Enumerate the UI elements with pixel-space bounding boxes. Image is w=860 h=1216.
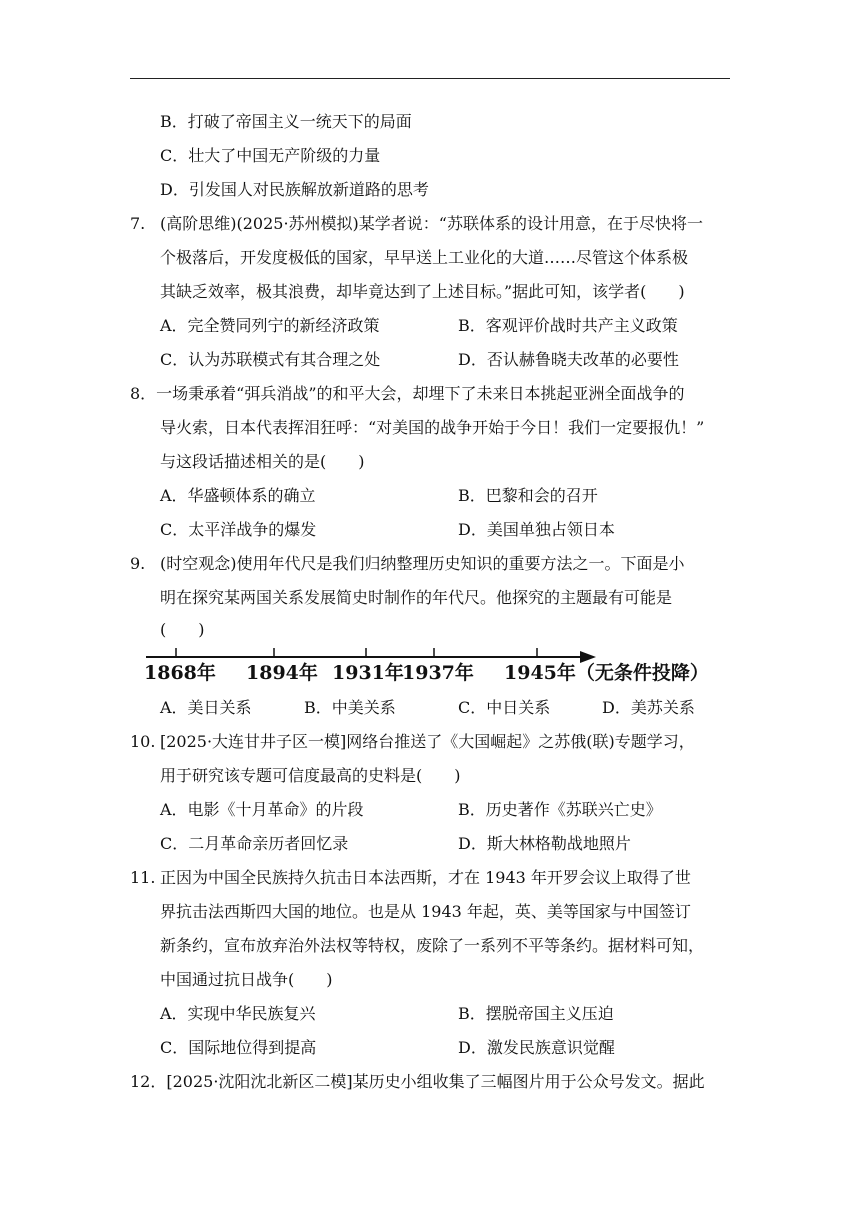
q9-stem-line-1: (时空观念)使用年代尺是我们归纳整理历史知识的重要方法之一。下面是小	[160, 554, 685, 573]
timeline-label-1937: 1937年	[402, 662, 474, 684]
q8-option-c: C．太平洋战争的爆发	[160, 520, 317, 539]
q7-option-a: A．完全赞同列宁的新经济政策	[160, 316, 380, 335]
q6-option-c: C．壮大了中国无产阶级的力量	[160, 146, 381, 165]
q11-stem-line-3: 新条约，宣布放弃治外法权等特权，废除了一系列不平等条约。据材料可知，	[160, 936, 705, 955]
q9-option-c: C．中日关系	[458, 698, 551, 717]
q11-option-b: B．摆脱帝国主义压迫	[458, 1004, 614, 1023]
q9-option-a: A．美日关系	[160, 698, 252, 717]
q8-stem-line-3: 与这段话描述相关的是( )	[160, 452, 365, 471]
q11-stem-line-2: 界抗击法西斯四大国的地位。也是从 1943 年起，英、美等国家与中国签订	[160, 902, 691, 921]
q7-option-c: C．认为苏联模式有其合理之处	[160, 350, 381, 369]
q6-option-d: D．引发国人对民族解放新道路的思考	[160, 180, 429, 199]
header-rule	[130, 78, 730, 79]
q9-option-d: D．美苏关系	[602, 698, 695, 717]
q9-number: 9.	[130, 554, 146, 573]
timeline-label-1945: 1945年（无条件投降）	[504, 662, 709, 684]
q6-option-b: B．打破了帝国主义一统天下的局面	[160, 112, 412, 131]
q7-stem-line-2: 个极落后，开发度极低的国家，早早送上工业化的大道……尽管这个体系极	[160, 248, 689, 267]
q8-option-d: D．美国单独占领日本	[458, 520, 615, 539]
q10-stem-line-1: [2025·大连甘井子区一模]网络台推送了《大国崛起》之苏俄(联)专题学习，	[160, 732, 695, 751]
q10-stem-line-2: 用于研究该专题可信度最高的史料是( )	[160, 766, 461, 785]
q7-stem-line-1: (高阶思维)(2025·苏州模拟)某学者说：“苏联体系的设计用意，在于尽快将一	[160, 214, 703, 233]
q10-option-c: C．二月革命亲历者回忆录	[160, 834, 349, 853]
q7-option-b: B．客观评价战时共产主义政策	[458, 316, 678, 335]
q11-number: 11.	[130, 868, 156, 887]
q8-option-b: B．巴黎和会的召开	[458, 486, 598, 505]
q10-option-a: A．电影《十月革命》的片段	[160, 800, 364, 819]
q11-option-c: C．国际地位得到提高	[160, 1038, 317, 1057]
q9-stem-line-3: ( )	[160, 620, 205, 639]
q8-stem-line-1: 8．一场秉承着“弭兵消战”的和平大会，却埋下了未来日本挑起亚洲全面战争的	[130, 384, 685, 403]
q10-option-d: D．斯大林格勒战地照片	[458, 834, 631, 853]
q7-number: 7.	[130, 214, 146, 233]
q9-option-b: B．中美关系	[304, 698, 396, 717]
timeline-label-1894: 1894年	[246, 662, 318, 684]
q12-stem-line-1: 12．[2025·沈阳沈北新区二模]某历史小组收集了三幅图片用于公众号发文。据此	[130, 1072, 705, 1091]
timeline-figure	[140, 638, 740, 688]
q10-option-b: B．历史著作《苏联兴亡史》	[458, 800, 662, 819]
q8-stem-line-2: 导火索，日本代表挥泪狂呼：“对美国的战争开始于今日！我们一定要报仇！”	[160, 418, 705, 437]
q11-option-a: A．实现中华民族复兴	[160, 1004, 316, 1023]
q11-stem-line-4: 中国通过抗日战争( )	[160, 970, 333, 989]
q11-stem-line-1: 正因为中国全民族持久抗击日本法西斯，才在 1943 年开罗会议上取得了世	[160, 868, 691, 887]
q7-option-d: D．否认赫鲁晓夫改革的必要性	[458, 350, 679, 369]
timeline-label-1868: 1868年	[144, 662, 216, 684]
q7-stem-line-3: 其缺乏效率，极其浪费，却毕竟达到了上述目标。”据此可知，该学者( )	[160, 282, 685, 301]
q11-option-d: D．激发民族意识觉醒	[458, 1038, 615, 1057]
timeline-label-1931: 1931年	[332, 662, 404, 684]
q8-option-a: A．华盛顿体系的确立	[160, 486, 316, 505]
q10-number: 10.	[130, 732, 156, 751]
q9-stem-line-2: 明在探究某两国关系发展简史时制作的年代尺。他探究的主题最有可能是	[160, 588, 673, 607]
